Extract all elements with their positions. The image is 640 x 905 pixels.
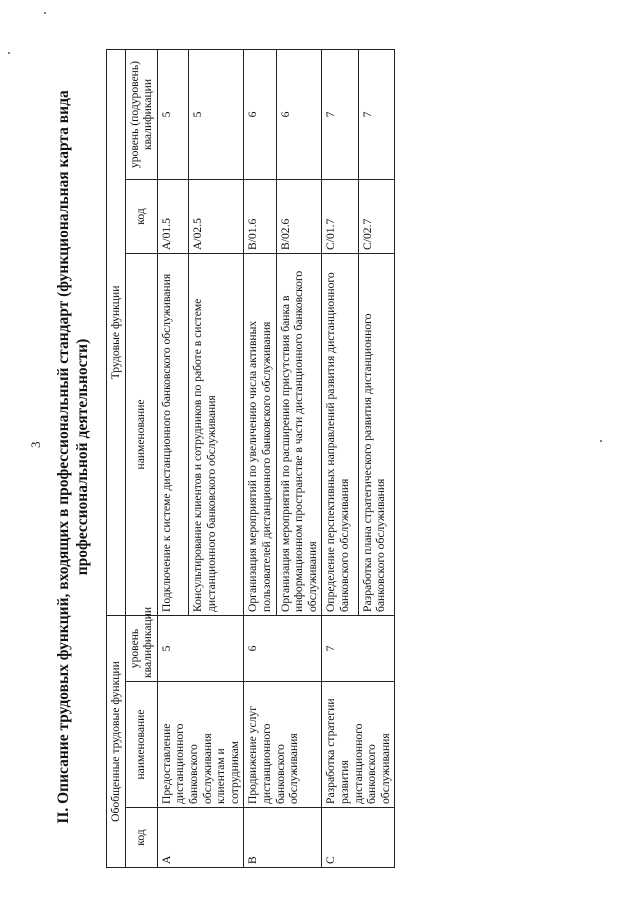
group-level: 5 [157, 615, 244, 681]
function-code: A/02.5 [189, 179, 244, 253]
header-function-name: наименование [125, 253, 157, 615]
function-code: B/01.6 [244, 179, 276, 253]
group-level: 7 [322, 615, 395, 681]
group-name: Предоставление дистанционного банковского обслуживания клиентам и сотрудникам [157, 682, 244, 808]
function-code: C/01.7 [322, 179, 358, 253]
group-code: С [322, 808, 395, 868]
function-name: Организация мероприятий по расширению присутствия банка в информационном пространстве в части дистанционного банковского обслуживания [276, 253, 322, 615]
group-code: В [244, 808, 322, 868]
function-level: 5 [189, 49, 244, 179]
function-code: C/02.7 [358, 179, 394, 253]
scan-speck [44, 12, 46, 14]
function-level: 5 [157, 49, 189, 179]
function-name: Подключение к системе дистанционного банковского обслуживания [157, 253, 189, 615]
function-name: Определение перспективных направлений развития дистанционного банковского обслуживания [322, 253, 358, 615]
group-name: Продвижение услуг дистанционного банковского обслуживания [244, 682, 322, 808]
scan-speck [8, 52, 10, 54]
header-name: наименование [125, 682, 157, 808]
function-code: A/01.5 [157, 179, 189, 253]
table-row [157, 49, 189, 867]
section-title-line-2: профессиональной деятельности) [74, 338, 91, 576]
header-code: код [125, 808, 157, 868]
function-code: B/02.6 [276, 179, 322, 253]
header-function-level: уровень (подуровень) квалификации [125, 49, 157, 179]
table-row [322, 49, 358, 867]
header-labor-functions: Трудовые функции [107, 49, 126, 615]
section-title-line-1: II. Описание трудовых функций, входящих в профессиональный стандарт (функциональная карта вида [55, 90, 72, 824]
group-level: 6 [244, 615, 322, 681]
function-name: Разработка плана стратегического развития дистанционного банковского обслуживания [358, 253, 394, 615]
table-row [244, 49, 276, 867]
function-level: 7 [322, 49, 358, 179]
function-level: 6 [244, 49, 276, 179]
function-name: Консультирование клиентов и сотрудников по работе в системе дистанционного банковского обслуживания [189, 253, 244, 615]
function-level: 6 [276, 49, 322, 179]
function-level: 7 [358, 49, 394, 179]
function-name: Организация мероприятий по увеличению числа активных пользователей дистанционного банковского обслуживания [244, 253, 276, 615]
section-title [54, 42, 104, 872]
group-name: Разработка стратегии развития дистанционного банковского обслуживания [322, 682, 395, 808]
header-level: уровень квалификации [125, 615, 157, 681]
functional-map-table [106, 49, 395, 868]
group-code: А [157, 808, 244, 868]
page-number: 3 [28, 441, 43, 448]
rotated-page-content [54, 42, 614, 872]
header-function-code: код [125, 179, 157, 253]
header-generalized-functions: Обобщенные трудовые функции [107, 615, 126, 867]
